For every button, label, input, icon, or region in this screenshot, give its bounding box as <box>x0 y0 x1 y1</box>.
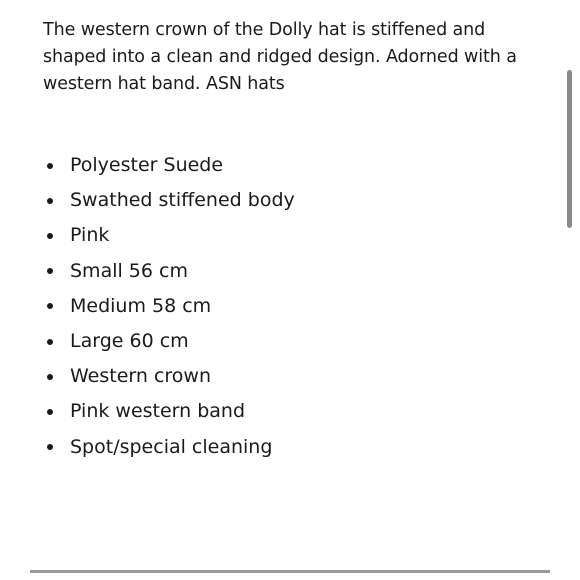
feature-list-item <box>43 324 295 359</box>
feature-label: Western crown <box>70 365 212 388</box>
bullet-icon <box>47 163 53 169</box>
feature-label: Spot/special cleaning <box>70 435 273 458</box>
feature-label: Medium 58 cm <box>70 294 212 317</box>
feature-label: Swathed stiffened body <box>70 189 295 212</box>
feature-label: Pink western band <box>70 400 246 423</box>
feature-list-item <box>43 289 295 324</box>
feature-label: Pink <box>70 224 110 247</box>
feature-list-item <box>43 394 295 429</box>
feature-list-item <box>43 148 295 183</box>
bullet-icon <box>47 409 53 415</box>
section-divider <box>30 570 550 573</box>
product-description: The western crown of the Dolly hat is stiffened and shaped into a clean and ridged design. Adorned with a western hat band. ASN hats <box>43 20 517 94</box>
bullet-icon <box>47 198 53 204</box>
bullet-icon <box>47 444 53 450</box>
feature-list-item <box>43 183 295 218</box>
feature-list-item <box>43 218 295 253</box>
feature-list-item <box>43 254 295 289</box>
bullet-icon <box>47 303 53 309</box>
bullet-icon <box>47 374 53 380</box>
feature-list-item <box>43 359 295 394</box>
feature-list <box>43 148 295 465</box>
feature-label: Large 60 cm <box>70 329 189 352</box>
bullet-icon <box>47 268 53 274</box>
product-description-section <box>43 17 543 98</box>
scrollbar[interactable] <box>570 0 576 580</box>
scrollbar-thumb[interactable] <box>567 70 572 228</box>
feature-label: Polyester Suede <box>70 154 224 176</box>
bullet-icon <box>47 233 53 239</box>
bullet-icon <box>47 339 53 345</box>
feature-list-item <box>43 430 295 465</box>
feature-label: Small 56 cm <box>70 259 188 282</box>
